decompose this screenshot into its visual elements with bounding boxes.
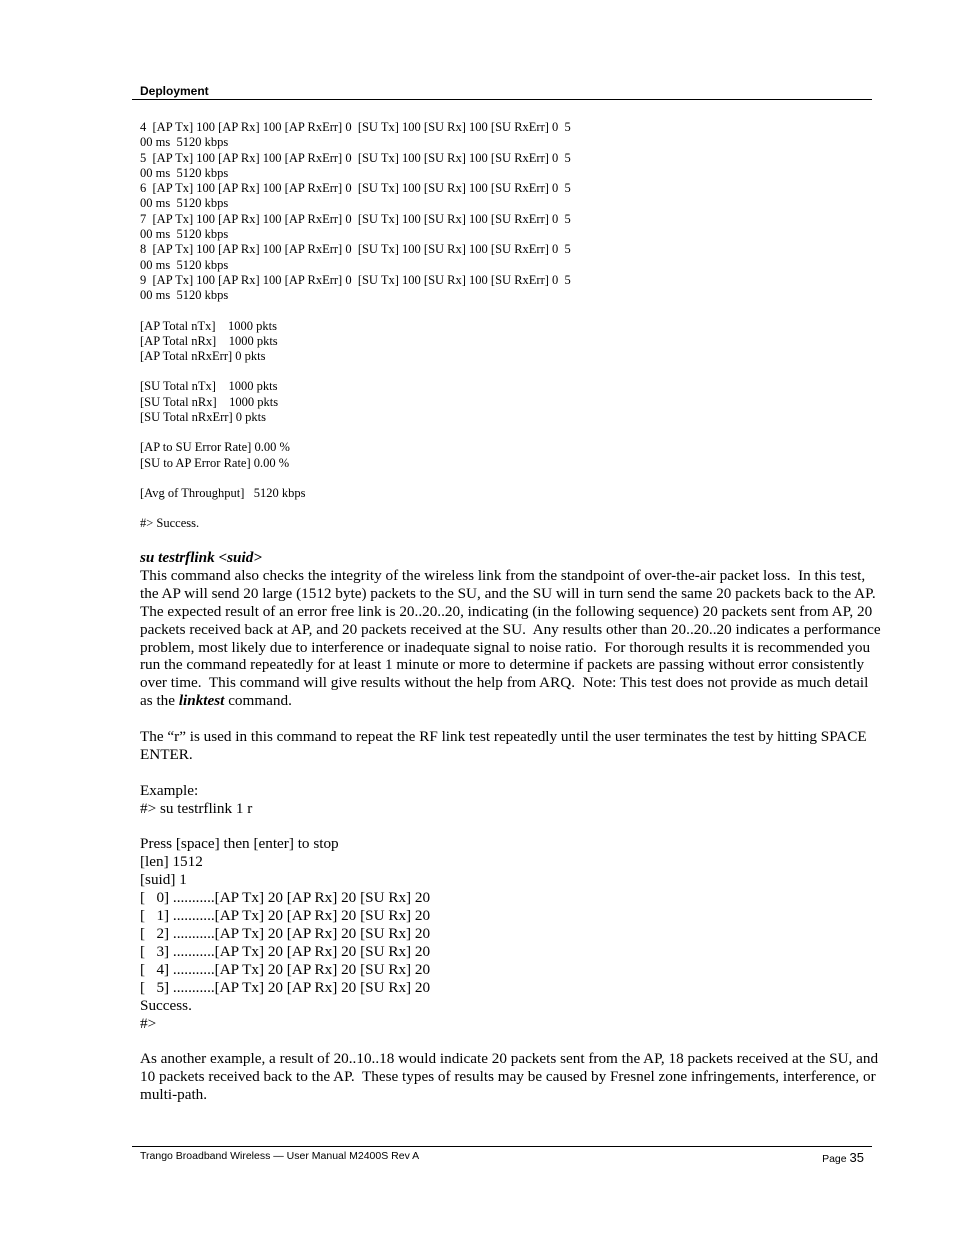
description-line: packets received back at AP, and 20 packets received at the SU. Any results other than 20..20..20 indicates a performance	[140, 620, 881, 638]
output-line: 6 [AP Tx] 100 [AP Rx] 100 [AP RxErr] 0 [SU Tx] 100 [SU Rx] 100 [SU RxErr] 0 5	[140, 181, 571, 196]
output-line: 00 ms 5120 kbps	[140, 165, 229, 180]
description-line: over time. This command will give results without the help from ARQ. Note: This test does not provide as much detail	[140, 674, 869, 692]
su-total-line: [SU Total nRx] 1000 pkts	[140, 394, 279, 409]
su-total-line: [SU Total nTx] 1000 pkts	[140, 379, 278, 394]
output-line: 00 ms 5120 kbps	[140, 257, 229, 272]
main-content	[140, 549, 906, 1104]
example-output-line: [ 4] ...........[AP Tx] 20 [AP Rx] 20 [SU Rx] 20	[140, 960, 431, 978]
output-line: 9 [AP Tx] 100 [AP Rx] 100 [AP RxErr] 0 [SU Tx] 100 [SU Rx] 100 [SU RxErr] 0 5	[140, 272, 571, 287]
linktest-command: linktest	[178, 692, 225, 710]
example-output-line: [ 0] ...........[AP Tx] 20 [AP Rx] 20 [SU Rx] 20	[140, 889, 431, 907]
description-line: problem, most likely due to interference or inadequate signal to noise ratio. For thorough results it is recommended you	[140, 638, 871, 656]
page-footer	[132, 1146, 872, 1165]
closing-paragraph	[140, 1050, 906, 1104]
output-line: 00 ms 5120 kbps	[140, 227, 229, 242]
output-line: 00 ms 5120 kbps	[140, 196, 229, 211]
error-rate-line: [SU to AP Error Rate] 0.00 %	[140, 455, 290, 470]
example-output-line: [ 2] ...........[AP Tx] 20 [AP Rx] 20 [SU Rx] 20	[140, 924, 431, 942]
example-label: Example:	[140, 781, 199, 799]
page-header	[132, 84, 872, 100]
example-output-line: Success.	[140, 996, 192, 1014]
page-indicator	[822, 1150, 864, 1165]
description-prefix: as the	[140, 692, 179, 710]
repeat-paragraph	[140, 728, 906, 764]
command-heading: su testrflink <suid>	[140, 549, 262, 566]
example-output-line: Press [space] then [enter] to stop	[140, 835, 339, 853]
example-command: #> su testrflink 1 r	[140, 799, 253, 817]
description-line: This command also checks the integrity of the wireless link from the standpoint of over-the-air packet loss. In this test,	[140, 566, 866, 584]
ap-total-line: [AP Total nRx] 1000 pkts	[140, 333, 278, 348]
closing-line: As another example, a result of 20..10..18 would indicate 20 packets sent from the AP, 18 packets received at the SU, and	[140, 1050, 879, 1068]
closing-line: multi-path.	[140, 1086, 208, 1104]
repeat-line: ENTER.	[140, 745, 193, 763]
manual-title: Trango Broadband Wireless — User Manual M2400S Rev A	[140, 1150, 420, 1162]
description-line: run the command repeatedly for at least 1 minute or more to determine if packets are passing without error consistently	[140, 656, 865, 674]
example-output-line: [suid] 1	[140, 871, 187, 889]
output-line: 4 [AP Tx] 100 [AP Rx] 100 [AP RxErr] 0 [SU Tx] 100 [SU Rx] 100 [SU RxErr] 0 5	[140, 120, 571, 134]
throughput-line: [Avg of Throughput] 5120 kbps	[140, 485, 306, 500]
test-output-block	[140, 120, 840, 532]
ap-total-line: [AP Total nTx] 1000 pkts	[140, 318, 277, 333]
example-output	[140, 835, 906, 1032]
repeat-line: The “r” is used in this command to repeat the RF link test repeatedly until the user terminates the test by hitting SPACE	[140, 728, 867, 746]
section-title: Deployment	[140, 84, 209, 98]
closing-line: 10 packets received back to the AP. These types of results may be caused by Fresnel zone infringements, interference, or	[140, 1068, 876, 1086]
output-line: 00 ms 5120 kbps	[140, 135, 229, 150]
example-output-line: [len] 1512	[140, 853, 203, 871]
success-line: #> Success.	[140, 516, 200, 531]
output-line: 8 [AP Tx] 100 [AP Rx] 100 [AP RxErr] 0 [SU Tx] 100 [SU Rx] 100 [SU RxErr] 0 5	[140, 242, 571, 257]
description-last-line	[140, 692, 906, 710]
output-line: 5 [AP Tx] 100 [AP Rx] 100 [AP RxErr] 0 [SU Tx] 100 [SU Rx] 100 [SU RxErr] 0 5	[140, 150, 571, 165]
example-output-line: #>	[140, 1014, 157, 1032]
su-total-line: [SU Total nRxErr] 0 pkts	[140, 410, 266, 425]
example-output-line: [ 3] ...........[AP Tx] 20 [AP Rx] 20 [SU Rx] 20	[140, 942, 431, 960]
example-paragraph	[140, 782, 906, 818]
description-line: the AP will send 20 large (1512 byte) packets to the SU, and the SU will in turn send the same 20 packets back to the AP.	[140, 584, 876, 602]
description-line: The expected result of an error free link is 20..20..20, indicating (in the following sequence) 20 packets sent from AP, 20	[140, 602, 873, 620]
output-line: 7 [AP Tx] 100 [AP Rx] 100 [AP RxErr] 0 [SU Tx] 100 [SU Rx] 100 [SU RxErr] 0 5	[140, 211, 571, 226]
description-suffix: command.	[224, 692, 292, 710]
page-number: 35	[849, 1150, 864, 1165]
description-paragraph	[140, 567, 906, 710]
error-rate-line: [AP to SU Error Rate] 0.00 %	[140, 440, 290, 455]
output-line: 00 ms 5120 kbps	[140, 288, 229, 303]
example-output-line: [ 5] ...........[AP Tx] 20 [AP Rx] 20 [SU Rx] 20	[140, 978, 431, 996]
example-output-line: [ 1] ...........[AP Tx] 20 [AP Rx] 20 [SU Rx] 20	[140, 907, 431, 925]
ap-total-line: [AP Total nRxErr] 0 pkts	[140, 349, 266, 364]
page-label: Page	[822, 1153, 847, 1165]
